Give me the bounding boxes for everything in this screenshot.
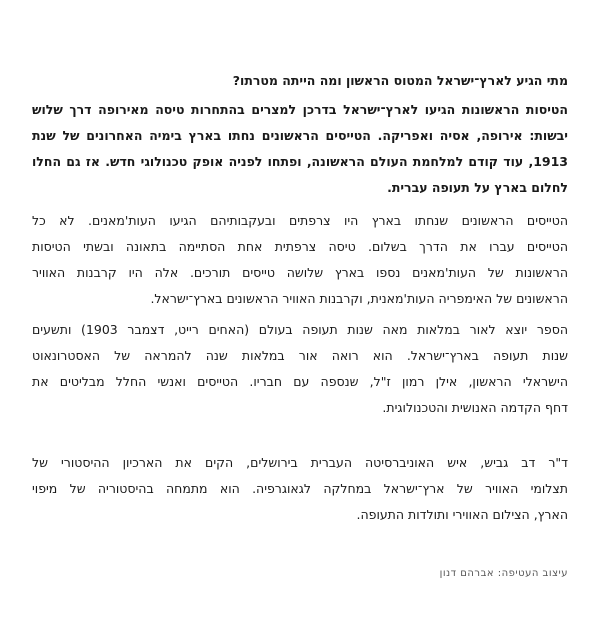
pilots-line: הטייסים עברו את הדרך בשלום. טיסה צרפתית אחת הסתיימה בתאונה ובשתי הטיסות: [32, 239, 568, 254]
intro-line: לחלום בארץ על תעופה עברית.: [387, 180, 568, 195]
intro-paragraph: [32, 97, 568, 201]
author-bio-paragraph: [32, 450, 568, 528]
book-paragraph: [32, 317, 568, 421]
pilots-paragraph: [32, 208, 568, 312]
author-line: תצלומי האוויר של ארץ־ישראל במחלקה לגאוגרפיה. הוא מתמחה בהיסטוריה של מיפוי: [32, 481, 568, 496]
book-line: הספר יוצא לאור במלאות מאה שנות תעופה בעולם (האחים רייט, דצמבר 1903) ותשעים: [32, 322, 568, 337]
pilots-line: הראשונים של האימפריה העות'מאנית, וקרבנות האוויר הראשונים בארץ־ישראל.: [150, 291, 568, 306]
author-line: ד"ר דב גביש, איש האוניברסיטה העברית בירושלים, הקים את הארכיון ההיסטורי של: [32, 455, 568, 470]
book-line: שנות תעופה בארץ־ישראל. הוא רואה אור במלאות שנה להמראה של האסטרונאוט: [32, 348, 568, 363]
question-heading: מתי הגיע לארץ־ישראל המטוס הראשון ומה הייתה מטרתו?: [232, 73, 568, 88]
book-line: הישראלי הראשון, אילן רמון ז"ל, שנספה עם חבריו. הטייסים ואנשי החלל מבליטים את: [32, 374, 568, 389]
intro-line: 1913, עוד קודם למלחמת העולם הראשונה, ופתחו לפניה אופק טכנולוגי חדש. אז גם החלו: [32, 154, 568, 169]
book-line: דחף הקדמה האנושית והטכנולוגית.: [382, 400, 568, 415]
intro-line: יבשות: אירופה, אסיה ואפריקה. הטייסים הראשונים נחתו בארץ בימיה האחרונים של שנת: [32, 128, 568, 143]
pilots-line: הטייסים הראשונים שנחתו בארץ היו צרפתים ובעקבותיהם הגיעו העות'מאנים. לא כל: [32, 213, 568, 228]
pilots-line: הראשונות של העות'מאנים נספו בארץ שלושה טייסים תורכים. אלה היו קרבנות האוויר: [32, 265, 568, 280]
intro-line: הטיסות הראשונות הגיעו לארץ־ישראל בדרכן למצרים בהתחרות טיסה מאירופה דרך שלוש: [32, 102, 568, 117]
author-line: הארץ, הצילום האווירי ותולדות התעופה.: [356, 507, 568, 522]
cover-design-credit: עיצוב העטיפה: אברהם דנון: [439, 568, 568, 579]
